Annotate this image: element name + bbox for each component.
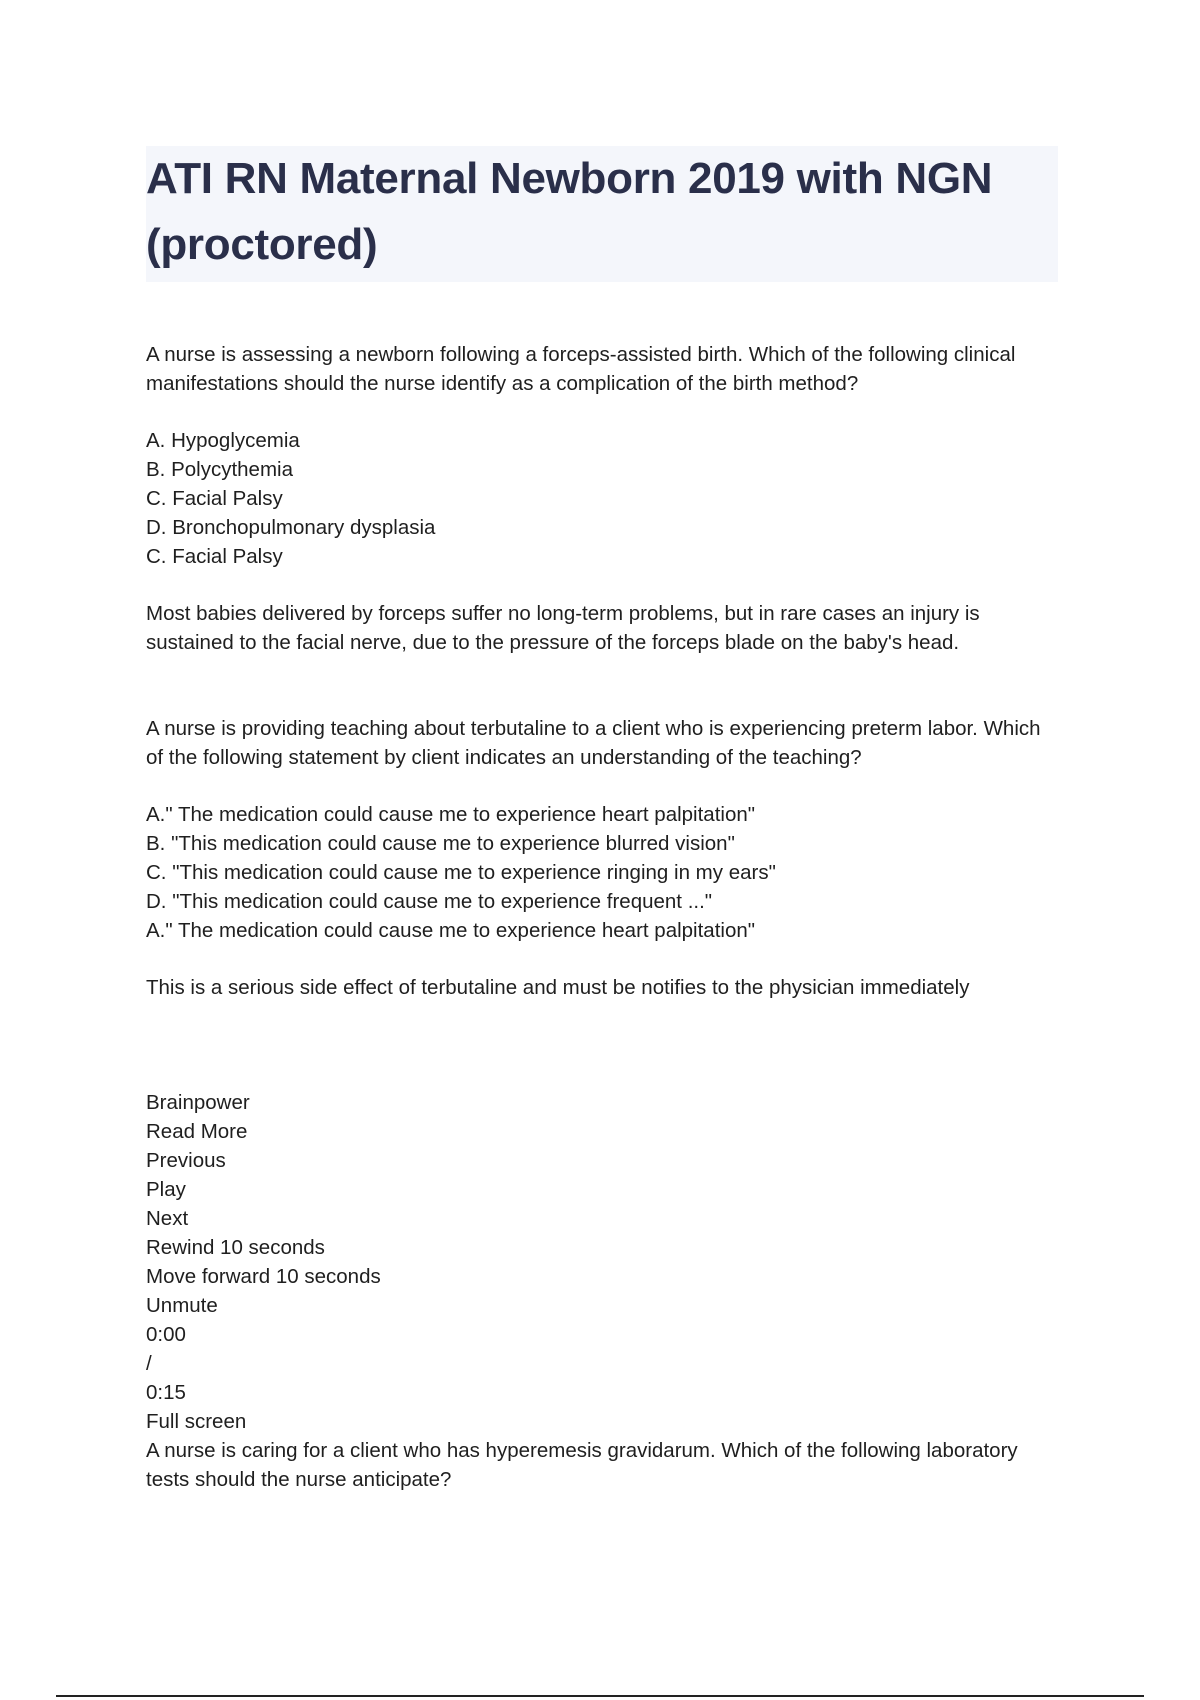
question-1-explanation: Most babies delivered by forceps suffer no long-term problems, but in rare cases an injury is sustained to the facial nerve, due to the pressure of the forceps blade on the baby's head.: [146, 602, 980, 654]
question-1-option: B. Polycythemia: [146, 458, 293, 481]
question-2-option: D. "This medication could cause me to experience frequent ...": [146, 890, 713, 913]
media-player-text: [146, 1088, 1058, 1436]
forward-button[interactable]: Move forward 10 seconds: [146, 1265, 381, 1288]
question-1-option: C. Facial Palsy: [146, 487, 283, 510]
question-1-stem: A nurse is assessing a newborn following a forceps-assisted birth. Which of the following clinical manifestations should the nurse identify as a complication of the birth method?: [146, 343, 1016, 395]
brainpower-label: Brainpower: [146, 1091, 250, 1114]
previous-button[interactable]: Previous: [146, 1149, 226, 1172]
question-2-options: [146, 800, 1058, 945]
question-2-option: B. "This medication could cause me to experience blurred vision": [146, 832, 735, 855]
next-button[interactable]: Next: [146, 1207, 189, 1230]
play-button[interactable]: Play: [146, 1178, 186, 1201]
page-title: ATI RN Maternal Newborn 2019 with NGN (proctored): [146, 154, 993, 269]
question-2-answer: A." The medication could cause me to experience heart palpitation": [146, 919, 756, 942]
question-3-stem: A nurse is caring for a client who has hyperemesis gravidarum. Which of the following laboratory tests should the nurse anticipate?: [146, 1439, 1018, 1491]
question-2-explanation: This is a serious side effect of terbutaline and must be notifies to the physician immediately: [146, 976, 970, 999]
duration: 0:15: [146, 1381, 186, 1404]
read-more-link[interactable]: Read More: [146, 1120, 248, 1143]
fullscreen-button[interactable]: Full screen: [146, 1410, 247, 1433]
rewind-button[interactable]: Rewind 10 seconds: [146, 1236, 325, 1259]
question-2-option: C. "This medication could cause me to experience ringing in my ears": [146, 861, 776, 884]
question-1-options: [146, 426, 1058, 571]
question-2-option: A." The medication could cause me to experience heart palpitation": [146, 803, 756, 826]
unmute-button[interactable]: Unmute: [146, 1294, 218, 1317]
title-banner: [146, 146, 1058, 282]
question-2-stem: A nurse is providing teaching about terbutaline to a client who is experiencing preterm labor. Which of the following statement by client indicates an understanding of the teaching?: [146, 717, 1041, 769]
document-page: [146, 146, 1058, 1494]
question-1-answer: C. Facial Palsy: [146, 545, 283, 568]
document-body: [146, 340, 1058, 1494]
current-time: 0:00: [146, 1323, 186, 1346]
time-separator: /: [146, 1352, 152, 1375]
question-1-option: A. Hypoglycemia: [146, 429, 300, 452]
footer-divider: [56, 1695, 1144, 1697]
question-1-option: D. Bronchopulmonary dysplasia: [146, 516, 436, 539]
